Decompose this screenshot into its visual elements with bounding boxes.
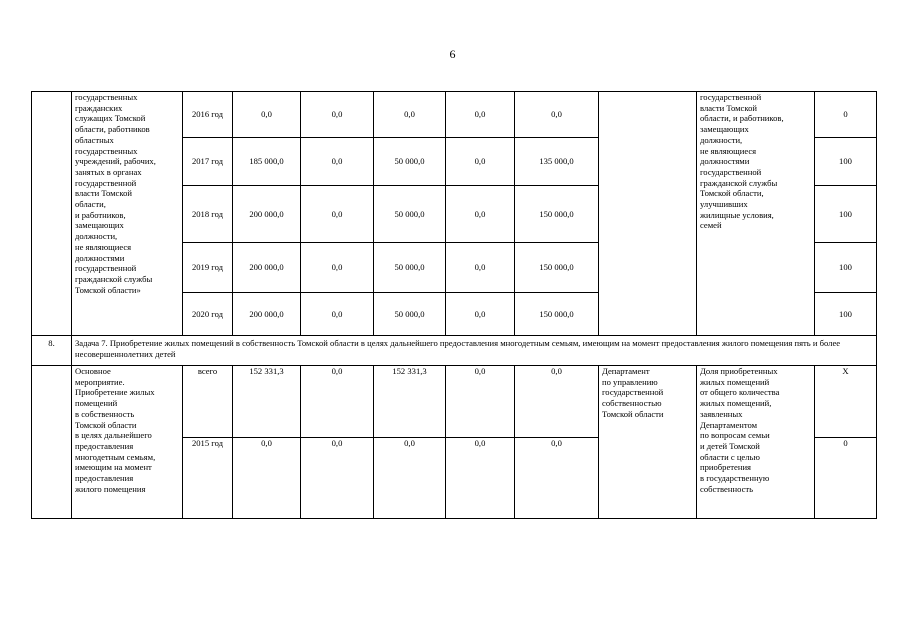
extrabudgetary-cell: 150 000,0 xyxy=(515,243,599,293)
total-cell: 200 000,0 xyxy=(233,243,301,293)
target-value-cell: Х xyxy=(815,366,877,438)
row-index-cell xyxy=(32,366,72,519)
target-value-cell: 0 xyxy=(815,438,877,519)
federal-budget-cell: 0,0 xyxy=(301,438,374,519)
task-description-cell: Задача 7. Приобретение жилых помещений в собственность Томской области в целях дальнейшего предоставления многодетным семьям, имеющим на момент предоставления жилого помещения пять и более несовершеннолетних детей xyxy=(72,336,877,366)
extrabudgetary-cell: 0,0 xyxy=(515,438,599,519)
federal-budget-cell: 0,0 xyxy=(301,92,374,138)
regional-budget-cell: 50 000,0 xyxy=(374,138,446,186)
year-cell: 2018 год xyxy=(183,186,233,243)
federal-budget-cell: 0,0 xyxy=(301,366,374,438)
executor-cell: Департамент по управлению государственной собственностью Томской области xyxy=(599,366,697,519)
total-cell: 0,0 xyxy=(233,92,301,138)
regional-budget-cell: 0,0 xyxy=(374,92,446,138)
budget-table xyxy=(31,91,877,519)
target-value-cell: 100 xyxy=(815,138,877,186)
total-cell: 0,0 xyxy=(233,438,301,519)
year-cell: всего xyxy=(183,366,233,438)
regional-budget-cell: 0,0 xyxy=(374,438,446,519)
task-index-cell: 8. xyxy=(32,336,72,366)
regional-budget-cell: 152 331,3 xyxy=(374,366,446,438)
regional-budget-cell: 50 000,0 xyxy=(374,293,446,336)
federal-budget-cell: 0,0 xyxy=(301,243,374,293)
executor-cell xyxy=(599,92,697,336)
federal-budget-cell: 0,0 xyxy=(301,293,374,336)
local-budget-cell: 0,0 xyxy=(446,243,515,293)
year-cell: 2017 год xyxy=(183,138,233,186)
activity-name-cell: Основное мероприятие. Приобретение жилых помещений в собственность Томской области в целях дальнейшего предоставления многодетным семьям, имеющим на момент предоставления жилого помещения xyxy=(72,366,183,519)
regional-budget-cell: 50 000,0 xyxy=(374,243,446,293)
extrabudgetary-cell: 0,0 xyxy=(515,92,599,138)
extrabudgetary-cell: 0,0 xyxy=(515,366,599,438)
local-budget-cell: 0,0 xyxy=(446,438,515,519)
total-cell: 200 000,0 xyxy=(233,293,301,336)
activity-name-cell: государственных гражданских служащих Томской области, работников областных государственных учреждений, рабочих, занятых в органах государственной власти Томской области, и работников, замещающих должности, не являющиеся должностями государственной гражданской службы Томской области» xyxy=(72,92,183,336)
table-row xyxy=(32,366,877,438)
extrabudgetary-cell: 150 000,0 xyxy=(515,186,599,243)
target-value-cell: 0 xyxy=(815,92,877,138)
local-budget-cell: 0,0 xyxy=(446,293,515,336)
extrabudgetary-cell: 150 000,0 xyxy=(515,293,599,336)
year-cell: 2016 год xyxy=(183,92,233,138)
local-budget-cell: 0,0 xyxy=(446,138,515,186)
year-cell: 2019 год xyxy=(183,243,233,293)
year-cell: 2015 год xyxy=(183,438,233,519)
local-budget-cell: 0,0 xyxy=(446,366,515,438)
extrabudgetary-cell: 135 000,0 xyxy=(515,138,599,186)
page-number: 6 xyxy=(449,47,456,61)
task-row xyxy=(32,336,877,366)
regional-budget-cell: 50 000,0 xyxy=(374,186,446,243)
year-cell: 2020 год xyxy=(183,293,233,336)
total-cell: 185 000,0 xyxy=(233,138,301,186)
federal-budget-cell: 0,0 xyxy=(301,138,374,186)
table-row xyxy=(32,92,877,138)
target-value-cell: 100 xyxy=(815,186,877,243)
indicator-cell: государственной власти Томской области, и работников, замещающих должности, не являющиеся должностями государственной гражданской службы Томской области, улучшивших жилищные условия, семей xyxy=(697,92,815,336)
target-value-cell: 100 xyxy=(815,293,877,336)
total-cell: 200 000,0 xyxy=(233,186,301,243)
target-value-cell: 100 xyxy=(815,243,877,293)
row-index-cell xyxy=(32,92,72,336)
local-budget-cell: 0,0 xyxy=(446,92,515,138)
local-budget-cell: 0,0 xyxy=(446,186,515,243)
total-cell: 152 331,3 xyxy=(233,366,301,438)
federal-budget-cell: 0,0 xyxy=(301,186,374,243)
indicator-cell: Доля приобретенных жилых помещений от общего количества жилых помещений, заявленных Департаментом по вопросам семьи и детей Томской области с целью приобретения в государственную собственность xyxy=(697,366,815,519)
